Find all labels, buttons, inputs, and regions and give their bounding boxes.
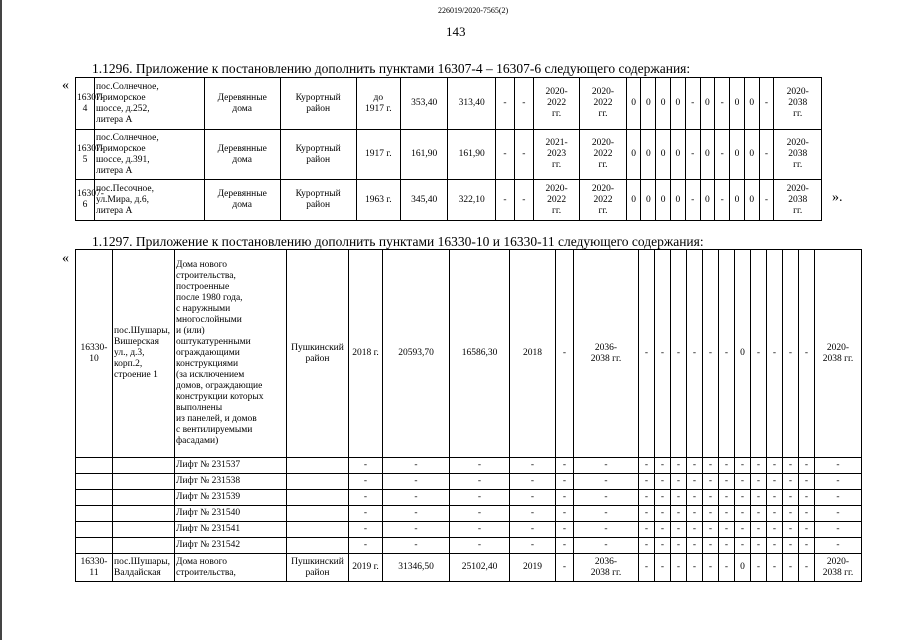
work-value-cell: - — [639, 554, 655, 582]
lift-value-cell: - — [383, 490, 450, 506]
lift-value-cell: - — [349, 474, 383, 490]
lift-value-cell: - — [671, 522, 687, 538]
work-value-cell: - — [639, 250, 655, 458]
period-cell: 2036- 2038 гг. — [574, 250, 639, 458]
work-value-cell: 0 — [730, 180, 745, 221]
empty-cell — [113, 474, 175, 490]
lift-value-cell: - — [510, 458, 556, 474]
lift-value-cell: - — [383, 474, 450, 490]
lift-value-cell: - — [671, 538, 687, 554]
row-number: 16330-10 — [76, 250, 113, 458]
lift-value-cell: - — [751, 522, 767, 538]
building-type-cell: Деревянные дома — [204, 180, 280, 221]
work-value-cell: - — [685, 130, 700, 180]
lift-value-cell: - — [751, 458, 767, 474]
lift-value-cell: - — [556, 538, 574, 554]
work-value-cell: 0 — [671, 78, 686, 130]
page-edge-bar — [0, 0, 2, 640]
section2-title: 1.1297. Приложение к постановлению дополнить пунктами 16330-10 и 16330-11 следующего содержания: — [92, 234, 704, 249]
lift-value-cell: - — [735, 474, 751, 490]
lift-value-cell: - — [349, 458, 383, 474]
lift-value-cell: - — [751, 490, 767, 506]
empty-cell — [113, 522, 175, 538]
work-value-cell: - — [759, 130, 774, 180]
lift-value-cell: - — [383, 458, 450, 474]
lift-value-cell: - — [556, 506, 574, 522]
lift-value-cell: - — [671, 458, 687, 474]
empty-cell — [76, 506, 113, 522]
lift-value-cell: - — [450, 538, 510, 554]
empty-cell — [76, 522, 113, 538]
table-section2 — [75, 249, 862, 582]
lift-value-cell: - — [719, 458, 735, 474]
work-value-cell: - — [783, 554, 799, 582]
row-number: 16307-6 — [76, 180, 95, 221]
lift-value-cell: - — [751, 474, 767, 490]
lift-value-cell: - — [783, 538, 799, 554]
work-value-cell: 0 — [744, 78, 759, 130]
lift-label-cell: Лифт № 231537 — [175, 458, 287, 474]
work-value-cell: - — [799, 250, 815, 458]
table-row — [76, 250, 862, 458]
work-value-cell: - — [719, 554, 735, 582]
lift-row — [76, 522, 862, 538]
value-cell: - — [556, 250, 574, 458]
work-value-cell: - — [671, 554, 687, 582]
district-cell: Курортный район — [280, 180, 356, 221]
lift-value-cell: - — [735, 506, 751, 522]
work-value-cell: 0 — [641, 180, 656, 221]
row-number: 16307-4 — [76, 78, 95, 130]
empty-cell — [113, 506, 175, 522]
lift-value-cell: - — [639, 538, 655, 554]
work-value-cell: 0 — [671, 130, 686, 180]
lift-value-cell: - — [799, 522, 815, 538]
period-cell: 2020- 2022 гг. — [580, 180, 626, 221]
lift-value-cell: - — [639, 522, 655, 538]
lift-value-cell: - — [574, 522, 639, 538]
lift-value-cell: - — [383, 522, 450, 538]
work-value-cell: 0 — [730, 130, 745, 180]
lift-value-cell: - — [815, 490, 862, 506]
value-cell: - — [514, 130, 533, 180]
lift-value-cell: - — [450, 474, 510, 490]
area-total-cell: 31346,50 — [383, 554, 450, 582]
page-number: 143 — [446, 24, 466, 39]
work-value-cell: - — [687, 554, 703, 582]
lift-row — [76, 490, 862, 506]
lift-value-cell: - — [687, 474, 703, 490]
year-built-cell: 1917 г. — [356, 130, 400, 180]
work-value-cell: - — [703, 554, 719, 582]
area-total-cell: 161,90 — [400, 130, 447, 180]
lift-value-cell: - — [703, 474, 719, 490]
lift-value-cell: - — [799, 538, 815, 554]
lift-value-cell: - — [703, 522, 719, 538]
lift-value-cell: - — [687, 522, 703, 538]
year-built-cell: 2019 г. — [349, 554, 383, 582]
work-value-cell: 0 — [641, 78, 656, 130]
lift-value-cell: - — [687, 538, 703, 554]
lift-value-cell: - — [783, 522, 799, 538]
lift-row — [76, 458, 862, 474]
lift-value-cell: - — [574, 506, 639, 522]
work-value-cell: 0 — [700, 130, 715, 180]
lift-value-cell: - — [703, 506, 719, 522]
row-number: 16307-5 — [76, 130, 95, 180]
work-value-cell: - — [783, 250, 799, 458]
value-cell: - — [495, 78, 514, 130]
lift-value-cell: - — [815, 538, 862, 554]
lift-row — [76, 506, 862, 522]
lift-value-cell: - — [349, 506, 383, 522]
lift-value-cell: - — [735, 490, 751, 506]
lift-value-cell: - — [783, 506, 799, 522]
building-type-cell: Дома нового строительства, построенные после 1980 года, с наружными многослойными и (или) оштукатуренными ограждающими конструкциями (за исключением домов, ограждающие конструкции которых выполнены из панелей, и домов с вентилируемыми фасадами) — [175, 250, 287, 458]
period-cell: 2020- 2038 гг. — [815, 250, 862, 458]
lift-value-cell: - — [383, 538, 450, 554]
lift-value-cell: - — [510, 538, 556, 554]
lift-value-cell: - — [719, 474, 735, 490]
work-value-cell: 0 — [700, 180, 715, 221]
lift-value-cell: - — [655, 474, 671, 490]
section1-close-quote: ». — [832, 190, 843, 205]
lift-value-cell: - — [510, 474, 556, 490]
lift-value-cell: - — [687, 458, 703, 474]
empty-cell — [76, 458, 113, 474]
district-cell: Пушкинский район — [287, 554, 349, 582]
area-living-cell: 16586,30 — [450, 250, 510, 458]
lift-row — [76, 538, 862, 554]
work-value-cell: - — [655, 250, 671, 458]
empty-cell — [287, 474, 349, 490]
empty-cell — [287, 506, 349, 522]
lift-value-cell: - — [671, 490, 687, 506]
value-cell: - — [495, 180, 514, 221]
lift-value-cell: - — [703, 538, 719, 554]
lift-value-cell: - — [719, 538, 735, 554]
empty-cell — [76, 474, 113, 490]
area-living-cell: 313,40 — [448, 78, 495, 130]
period-cell: 2020- 2022 гг. — [580, 130, 626, 180]
area-total-cell: 345,40 — [400, 180, 447, 221]
lift-label-cell: Лифт № 231542 — [175, 538, 287, 554]
empty-cell — [287, 522, 349, 538]
lift-value-cell: - — [655, 538, 671, 554]
work-value-cell: - — [687, 250, 703, 458]
lift-value-cell: - — [799, 474, 815, 490]
address-cell: пос.Солнечное, Приморское шоссе, д.252, литера А — [94, 78, 204, 130]
work-value-cell: - — [719, 250, 735, 458]
empty-cell — [113, 538, 175, 554]
work-value-cell: 0 — [671, 180, 686, 221]
table-row — [76, 554, 862, 582]
lift-value-cell: - — [639, 506, 655, 522]
lift-value-cell: - — [767, 522, 783, 538]
lift-value-cell: - — [574, 538, 639, 554]
work-value-cell: 0 — [735, 250, 751, 458]
work-value-cell: 0 — [744, 180, 759, 221]
period-cell: 2020- 2022 гг. — [580, 78, 626, 130]
work-value-cell: - — [767, 554, 783, 582]
empty-cell — [113, 458, 175, 474]
lift-value-cell: - — [574, 458, 639, 474]
work-value-cell: - — [655, 554, 671, 582]
lift-value-cell: - — [655, 506, 671, 522]
empty-cell — [76, 538, 113, 554]
lift-value-cell: - — [655, 522, 671, 538]
period-cell: 2020- 2022 гг. — [533, 180, 579, 221]
area-total-cell: 353,40 — [400, 78, 447, 130]
empty-cell — [76, 490, 113, 506]
period-cell: 2036- 2038 гг. — [574, 554, 639, 582]
lift-value-cell: - — [383, 506, 450, 522]
work-value-cell: - — [715, 78, 730, 130]
lift-value-cell: - — [671, 474, 687, 490]
lift-value-cell: - — [735, 538, 751, 554]
work-value-cell: - — [767, 250, 783, 458]
address-cell: пос.Песочное, ул.Мира, д.6, литера А — [94, 180, 204, 221]
empty-cell — [287, 538, 349, 554]
value-cell: - — [495, 130, 514, 180]
lift-value-cell: - — [574, 474, 639, 490]
lift-value-cell: - — [349, 522, 383, 538]
lift-value-cell: - — [574, 490, 639, 506]
lift-value-cell: - — [655, 490, 671, 506]
lift-value-cell: - — [799, 506, 815, 522]
lift-label-cell: Лифт № 231538 — [175, 474, 287, 490]
period-cell: 2020- 2038 гг. — [774, 180, 822, 221]
value-cell: - — [514, 180, 533, 221]
work-value-cell: 0 — [656, 180, 671, 221]
table-section1 — [75, 77, 822, 221]
lift-label-cell: Лифт № 231541 — [175, 522, 287, 538]
lift-value-cell: - — [735, 458, 751, 474]
work-value-cell: 0 — [735, 554, 751, 582]
section1-open-quote: « — [62, 78, 69, 93]
lift-value-cell: - — [799, 458, 815, 474]
area-living-cell: 25102,40 — [450, 554, 510, 582]
work-value-cell: 0 — [641, 130, 656, 180]
year-built-cell: до 1917 г. — [356, 78, 400, 130]
work-value-cell: - — [715, 130, 730, 180]
lift-value-cell: - — [671, 506, 687, 522]
building-type-cell: Дома нового строительства, — [175, 554, 287, 582]
lift-value-cell: - — [767, 538, 783, 554]
period-cell: 2020- 2038 гг. — [774, 78, 822, 130]
lift-value-cell: - — [510, 522, 556, 538]
year-cell: 2019 — [510, 554, 556, 582]
lift-value-cell: - — [556, 522, 574, 538]
work-value-cell: 0 — [626, 78, 641, 130]
work-value-cell: - — [671, 250, 687, 458]
lift-value-cell: - — [687, 490, 703, 506]
lift-value-cell: - — [719, 506, 735, 522]
table-row — [76, 78, 822, 130]
empty-cell — [113, 490, 175, 506]
lift-value-cell: - — [687, 506, 703, 522]
lift-value-cell: - — [556, 458, 574, 474]
lift-value-cell: - — [703, 490, 719, 506]
lift-value-cell: - — [783, 474, 799, 490]
lift-value-cell: - — [815, 522, 862, 538]
empty-cell — [287, 458, 349, 474]
lift-value-cell: - — [815, 458, 862, 474]
lift-value-cell: - — [799, 490, 815, 506]
lift-value-cell: - — [450, 458, 510, 474]
lift-value-cell: - — [510, 490, 556, 506]
lift-value-cell: - — [655, 458, 671, 474]
table-row — [76, 180, 822, 221]
lift-value-cell: - — [703, 458, 719, 474]
lift-label-cell: Лифт № 231539 — [175, 490, 287, 506]
lift-row — [76, 474, 862, 490]
period-cell: 2020- 2038 гг. — [774, 130, 822, 180]
address-cell: пос.Шушары, Валдайская — [113, 554, 175, 582]
lift-value-cell: - — [767, 490, 783, 506]
lift-value-cell: - — [783, 490, 799, 506]
lift-value-cell: - — [349, 538, 383, 554]
year-cell: 2018 — [510, 250, 556, 458]
area-living-cell: 322,10 — [448, 180, 495, 221]
row-number: 16330-11 — [76, 554, 113, 582]
work-value-cell: - — [715, 180, 730, 221]
lift-value-cell: - — [719, 522, 735, 538]
area-living-cell: 161,90 — [448, 130, 495, 180]
work-value-cell: - — [703, 250, 719, 458]
work-value-cell: - — [685, 78, 700, 130]
table-row — [76, 130, 822, 180]
work-value-cell: 0 — [730, 78, 745, 130]
lift-value-cell: - — [556, 474, 574, 490]
document-id: 226019/2020-7565(2) — [438, 6, 509, 15]
lift-value-cell: - — [783, 458, 799, 474]
value-cell: - — [514, 78, 533, 130]
lift-value-cell: - — [639, 490, 655, 506]
lift-value-cell: - — [450, 490, 510, 506]
building-type-cell: Деревянные дома — [204, 78, 280, 130]
lift-value-cell: - — [815, 506, 862, 522]
section1-title: 1.1296. Приложение к постановлению дополнить пунктами 16307-4 – 16307-6 следующего содержания: — [92, 61, 691, 76]
lift-value-cell: - — [639, 458, 655, 474]
work-value-cell: - — [751, 554, 767, 582]
lift-value-cell: - — [751, 506, 767, 522]
year-built-cell: 2018 г. — [349, 250, 383, 458]
lift-value-cell: - — [751, 538, 767, 554]
lift-value-cell: - — [450, 506, 510, 522]
district-cell: Курортный район — [280, 78, 356, 130]
work-value-cell: 0 — [656, 130, 671, 180]
lift-label-cell: Лифт № 231540 — [175, 506, 287, 522]
lift-value-cell: - — [556, 490, 574, 506]
value-cell: - — [556, 554, 574, 582]
building-type-cell: Деревянные дома — [204, 130, 280, 180]
lift-value-cell: - — [735, 522, 751, 538]
work-value-cell: 0 — [744, 130, 759, 180]
lift-value-cell: - — [349, 490, 383, 506]
empty-cell — [287, 490, 349, 506]
lift-value-cell: - — [815, 474, 862, 490]
work-value-cell: - — [799, 554, 815, 582]
district-cell: Курортный район — [280, 130, 356, 180]
work-value-cell: 0 — [656, 78, 671, 130]
lift-value-cell: - — [510, 506, 556, 522]
lift-value-cell: - — [767, 474, 783, 490]
work-value-cell: 0 — [700, 78, 715, 130]
period-cell: 2021- 2023 гг. — [533, 130, 579, 180]
work-value-cell: - — [685, 180, 700, 221]
year-built-cell: 1963 г. — [356, 180, 400, 221]
area-total-cell: 20593,70 — [383, 250, 450, 458]
period-cell: 2020- 2038 гг. — [815, 554, 862, 582]
period-cell: 2020- 2022 гг. — [533, 78, 579, 130]
address-cell: пос.Шушары, Вишерская ул., д.3, корп.2, строение 1 — [113, 250, 175, 458]
lift-value-cell: - — [767, 506, 783, 522]
work-value-cell: - — [759, 78, 774, 130]
work-value-cell: 0 — [626, 180, 641, 221]
section2-open-quote: « — [62, 251, 69, 266]
lift-value-cell: - — [719, 490, 735, 506]
work-value-cell: 0 — [626, 130, 641, 180]
lift-value-cell: - — [767, 458, 783, 474]
lift-value-cell: - — [450, 522, 510, 538]
lift-value-cell: - — [639, 474, 655, 490]
district-cell: Пушкинский район — [287, 250, 349, 458]
work-value-cell: - — [751, 250, 767, 458]
address-cell: пос.Солнечное, Приморское шоссе, д.391, литера А — [94, 130, 204, 180]
work-value-cell: - — [759, 180, 774, 221]
